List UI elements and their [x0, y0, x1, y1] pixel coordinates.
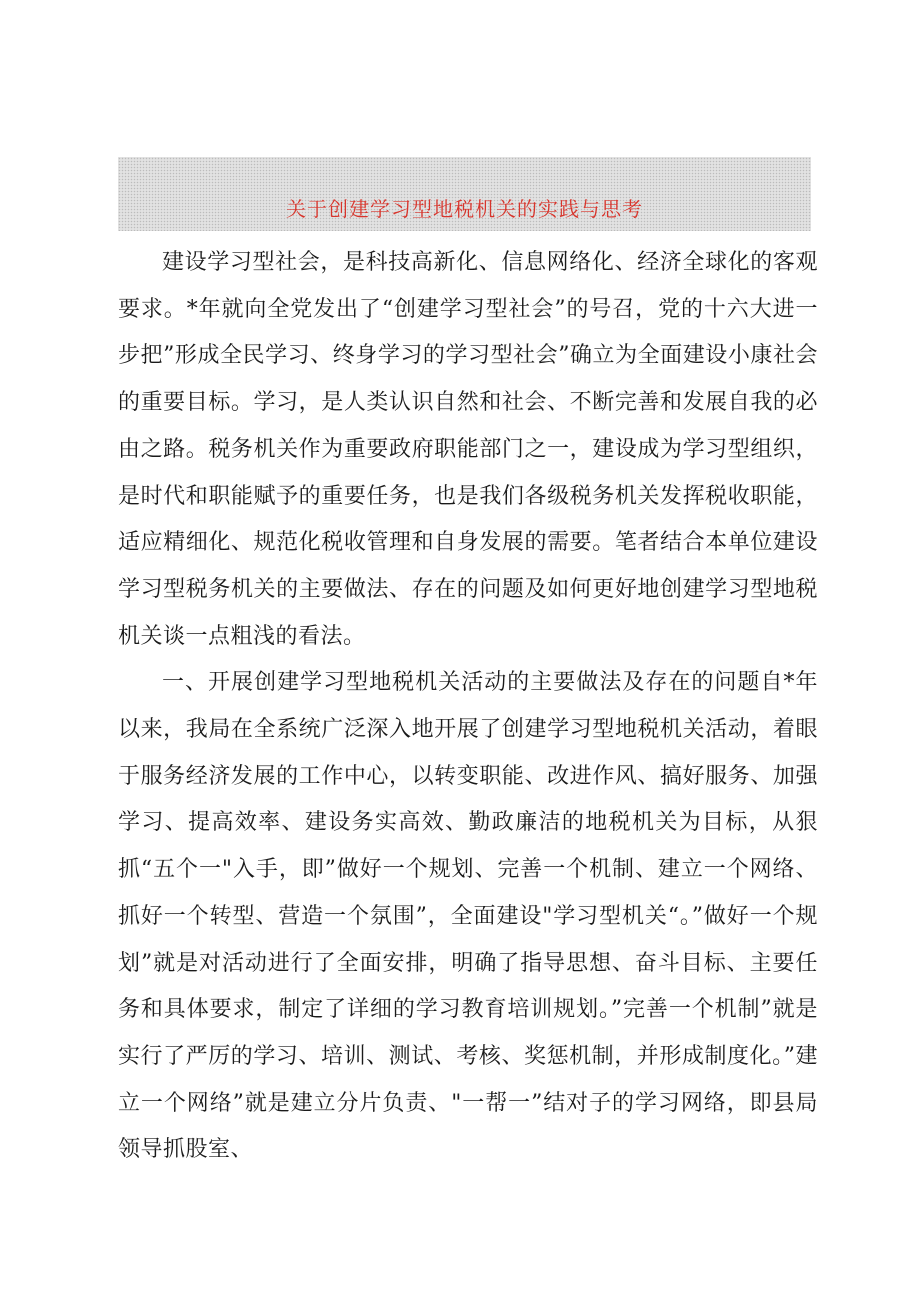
paragraph-intro: 建设学习型社会，是科技高新化、信息网络化、经济全球化的客观要求。*年就向全党发出了“创建学习型社会”的号召，党的十六大进一步把”形成全民学习、终身学习的学习型社会”确立为全面建设小康社会的重要目标。学习，是人类认识自然和社会、不断完善和发展自我的必由之路。税务机关作为重要政府职能部门之一，建设成为学习型组织，是时代和职能赋予的重要任务，也是我们各级税务机关发挥税收职能，适应精细化、规范化税收管理和自身发展的需要。笔者结合本单位建设学习型税务机关的主要做法、存在的问题及如何更好地创建学习型地税机关谈一点粗浅的看法。 [118, 250, 818, 649]
title-banner [118, 157, 811, 231]
document-body [118, 240, 818, 1174]
paragraph-section-one: 一、开展创建学习型地税机关活动的主要做法及存在的问题自*年以来，我局在全系统广泛深入地开展了创建学习型地税机关活动，着眼于服务经济发展的工作中心，以转变职能、改进作风、搞好服务、加强学习、提高效率、建设务实高效、勤政廉洁的地税机关为目标，从狠抓“五个一"入手，即”做好一个规划、完善一个机制、建立一个网络、抓好一个转型、营造一个氛围”，全面建设"学习型机关“。”做好一个规划”就是对活动进行了全面安排，明确了指导思想、奋斗目标、主要任务和具体要求，制定了详细的学习教育培训规划。”完善一个机制”就是实行了严厉的学习、培训、测试、考核、奖惩机制，并形成制度化。”建立一个网络”就是建立分片负责、"一帮一”结对子的学习网络，即县局领导抓股室、 [118, 670, 818, 1163]
document-title: 关于创建学习型地税机关的实践与思考 [286, 196, 643, 221]
